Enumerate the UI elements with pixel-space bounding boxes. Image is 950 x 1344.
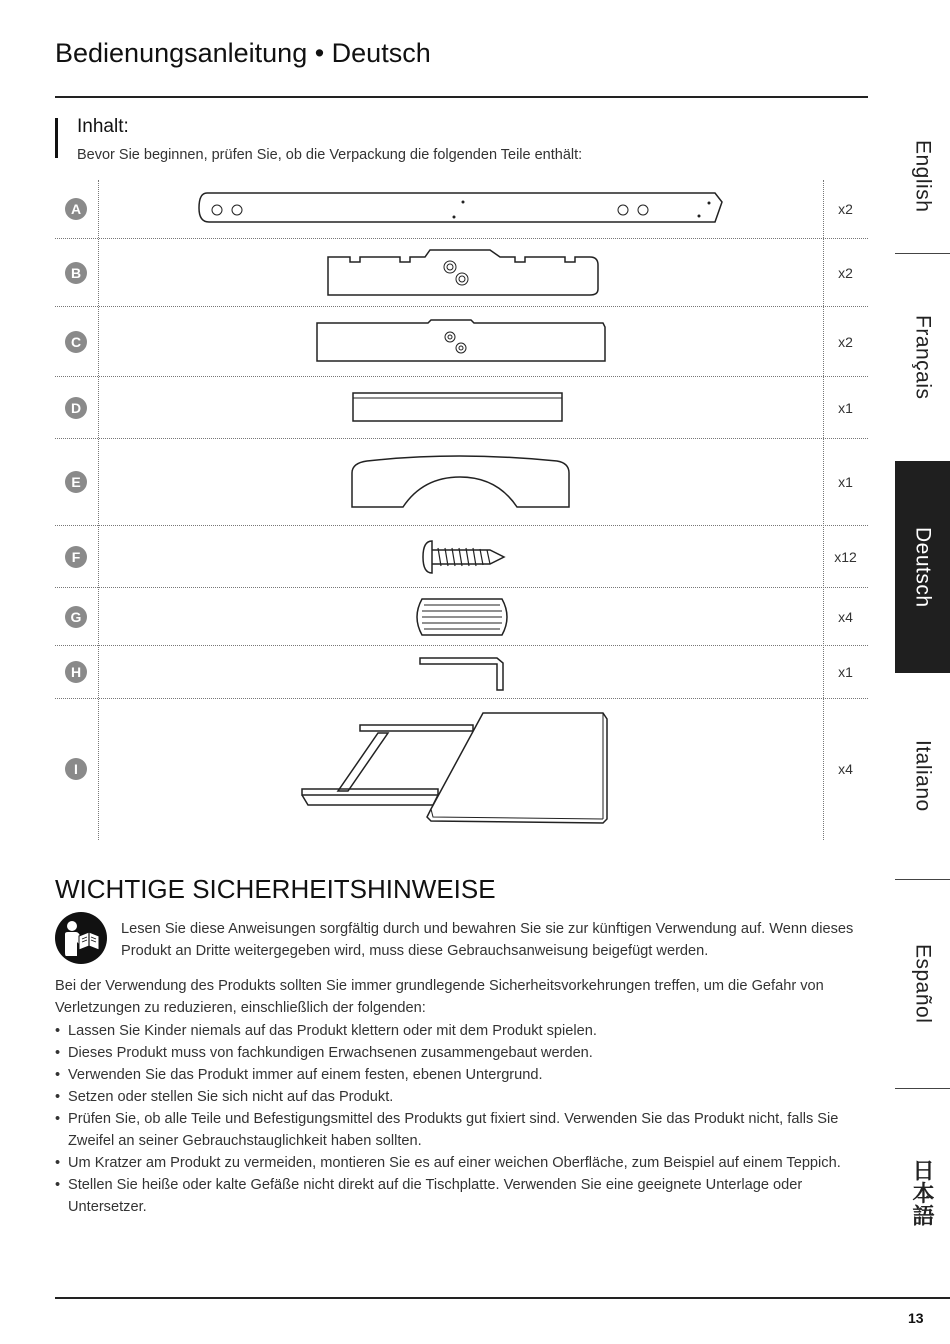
page-number: 13 <box>908 1310 924 1326</box>
list-item: • Lassen Sie Kinder niemals auf das Produkt klettern oder mit dem Produkt spielen. <box>55 1020 868 1042</box>
part-letter: D <box>65 397 87 419</box>
part-quantity: x2 <box>838 201 853 217</box>
header-rule <box>55 96 868 98</box>
support-illustration <box>313 317 613 367</box>
part-quantity: x12 <box>834 549 857 565</box>
part-quantity: x2 <box>838 265 853 281</box>
part-quantity: x1 <box>838 400 853 416</box>
part-letter: B <box>65 262 87 284</box>
tab-label: Français <box>911 314 935 400</box>
part-quantity: x4 <box>838 761 853 777</box>
read-instructions-icon <box>55 912 107 964</box>
section-marker <box>55 118 58 158</box>
part-row-e <box>55 438 868 526</box>
arched-board-illustration <box>347 455 577 513</box>
list-item: • Um Kratzer am Produkt zu vermeiden, montieren Sie es auf einer weichen Oberfläche, zum Beispiel auf einem Teppich. <box>55 1152 868 1174</box>
read-instructions-note: Lesen Sie diese Anweisungen sorgfältig durch und bewahren Sie sie zur künftigen Verwendung auf. Wenn dieses Produkt an Dritte weitergegeben wird, muss diese Gebrauchsanweisung beigefügt werden. <box>121 921 854 959</box>
list-item: • Stellen Sie heiße oder kalte Gefäße nicht direkt auf die Tischplatte. Verwenden Sie eine geeignete Unterlage oder Untersetzer. <box>55 1174 868 1218</box>
extension-slide-illustration <box>298 709 618 834</box>
safety-list <box>55 1020 868 1218</box>
tab-japanese[interactable] <box>895 1089 950 1296</box>
part-letter: G <box>65 606 87 628</box>
part-quantity: x2 <box>838 334 853 350</box>
list-item: • Prüfen Sie, ob alle Teile und Befestigungsmittel des Produkts gut fixiert sind. Verwenden Sie das Produkt nicht, falls Sie Zweifel an seiner Gebrauchstauglichkeit haben sollten. <box>55 1108 868 1152</box>
safety-title: WICHTIGE SICHERHEITSHINWEISE <box>55 874 496 904</box>
tab-label: English <box>911 140 935 213</box>
footer-rule <box>55 1297 950 1299</box>
crossbar-illustration <box>350 389 570 427</box>
part-quantity: x1 <box>838 474 853 490</box>
list-item: • Dieses Produkt muss von fachkundigen Erwachsenen zusammengebaut werden. <box>55 1042 868 1064</box>
rail-illustration <box>195 190 735 228</box>
tab-label: Deutsch <box>911 526 935 608</box>
parts-table <box>55 180 868 840</box>
tab-english[interactable] <box>895 100 950 253</box>
part-row-g <box>55 587 868 646</box>
tab-label: Español <box>911 944 935 1024</box>
bracket-illustration <box>320 247 610 301</box>
contents-intro: Bevor Sie beginnen, prüfen Sie, ob die Verpackung die folgenden Teile enthält: <box>77 147 583 163</box>
page-title: Bedienungsanleitung • Deutsch <box>55 38 431 68</box>
tab-label: 日本語 <box>910 1158 935 1227</box>
part-row-i <box>55 698 868 841</box>
allen-key-illustration <box>417 654 507 694</box>
part-row-h <box>55 645 868 699</box>
part-letter: E <box>65 471 87 493</box>
tab-espanol[interactable] <box>895 880 950 1088</box>
part-quantity: x1 <box>838 664 853 680</box>
part-letter: C <box>65 331 87 353</box>
part-row-f <box>55 525 868 588</box>
safety-intro: Bei der Verwendung des Produkts sollten Sie immer grundlegende Sicherheitsvorkehrungen treffen, um die Gefahr von Verletzungen zu reduzieren, einschließlich der folgenden: <box>55 978 824 1016</box>
part-letter: F <box>65 546 87 568</box>
dowel-illustration <box>410 596 516 638</box>
part-letter: A <box>65 198 87 220</box>
list-item: • Verwenden Sie das Produkt immer auf einem festen, ebenen Untergrund. <box>55 1064 868 1086</box>
part-letter: H <box>65 661 87 683</box>
tab-label: Italiano <box>911 740 935 812</box>
part-quantity: x4 <box>838 609 853 625</box>
part-letter: I <box>65 758 87 780</box>
tab-francais[interactable] <box>895 254 950 460</box>
part-row-b <box>55 238 868 307</box>
screw-illustration <box>420 538 510 576</box>
list-item: • Setzen oder stellen Sie sich nicht auf das Produkt. <box>55 1086 868 1108</box>
tab-deutsch[interactable] <box>895 461 950 673</box>
part-row-d <box>55 376 868 439</box>
part-row-c <box>55 306 868 377</box>
tab-italiano[interactable] <box>895 673 950 879</box>
part-row-a <box>55 180 868 238</box>
contents-title: Inhalt: <box>77 116 129 137</box>
